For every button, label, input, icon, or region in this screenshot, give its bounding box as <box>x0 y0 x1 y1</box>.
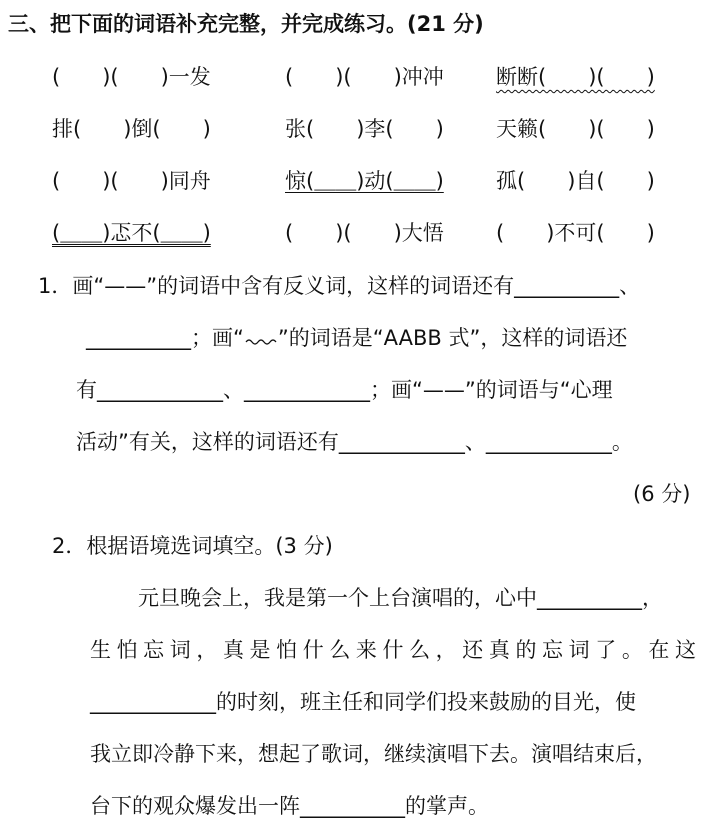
q1-line2-start: __________；画“ <box>86 326 244 350</box>
q1-line4: 活动”有关，这样的词语还有____________、____________。 <box>76 430 633 454</box>
q1-line1: 1．画“——”的词语中含有反义词，这样的词语还有__________、 <box>38 274 641 298</box>
word-r4-c1: (＿＿)忑不(＿＿) <box>52 221 211 245</box>
word-r3-c2: 惊(＿＿)动(＿＿) <box>285 169 444 193</box>
word-r4-c3: ( )不可( ) <box>496 221 655 245</box>
q2-line1: 元旦晚会上，我是第一个上台演唱的，心中__________， <box>138 586 663 610</box>
q2-line2 <box>90 634 696 664</box>
section-title: 三、把下面的词语补充完整，并完成练习。(21 分) <box>8 12 484 36</box>
q1-line2 <box>86 322 627 352</box>
q2-line3: ____________的时刻，班主任和同学们投来鼓励的目光，使 <box>90 690 636 714</box>
word-r3-c3: 孤( )自( ) <box>496 169 655 193</box>
word-r1-c3: 断断( )( ) <box>496 65 655 89</box>
q1-line3: 有____________、____________；画“——”的词语与“心理 <box>76 378 613 402</box>
word-r2-c3: 天籁( )( ) <box>496 117 655 141</box>
word-r2-c1: 排( )倒( ) <box>52 117 211 141</box>
word-r1-c2: ( )( )冲冲 <box>285 65 444 89</box>
q2-line5: 台下的观众爆发出一阵__________的掌声。 <box>90 794 489 818</box>
q2-title: 2．根据语境选词填空。(3 分) <box>52 534 333 558</box>
wavy-underline-icon <box>244 332 278 346</box>
q1-points: (6 分) <box>633 482 691 506</box>
q1-line2-end: ”的词语是“AABB 式”，这样的词语还 <box>277 326 628 350</box>
word-r2-c2: 张( )李( ) <box>285 117 444 141</box>
word-r1-c1: ( )( )一发 <box>52 65 211 89</box>
word-r4-c2: ( )( )大悟 <box>285 221 444 245</box>
q2-line4: 我立即冷静下来，想起了歌词，继续演唱下去。演唱结束后， <box>90 742 657 766</box>
word-r3-c1: ( )( )同舟 <box>52 169 211 193</box>
q2-line2-text: 生怕忘词，真是怕什么来什么，还真的忘词了。在这 <box>90 638 696 662</box>
